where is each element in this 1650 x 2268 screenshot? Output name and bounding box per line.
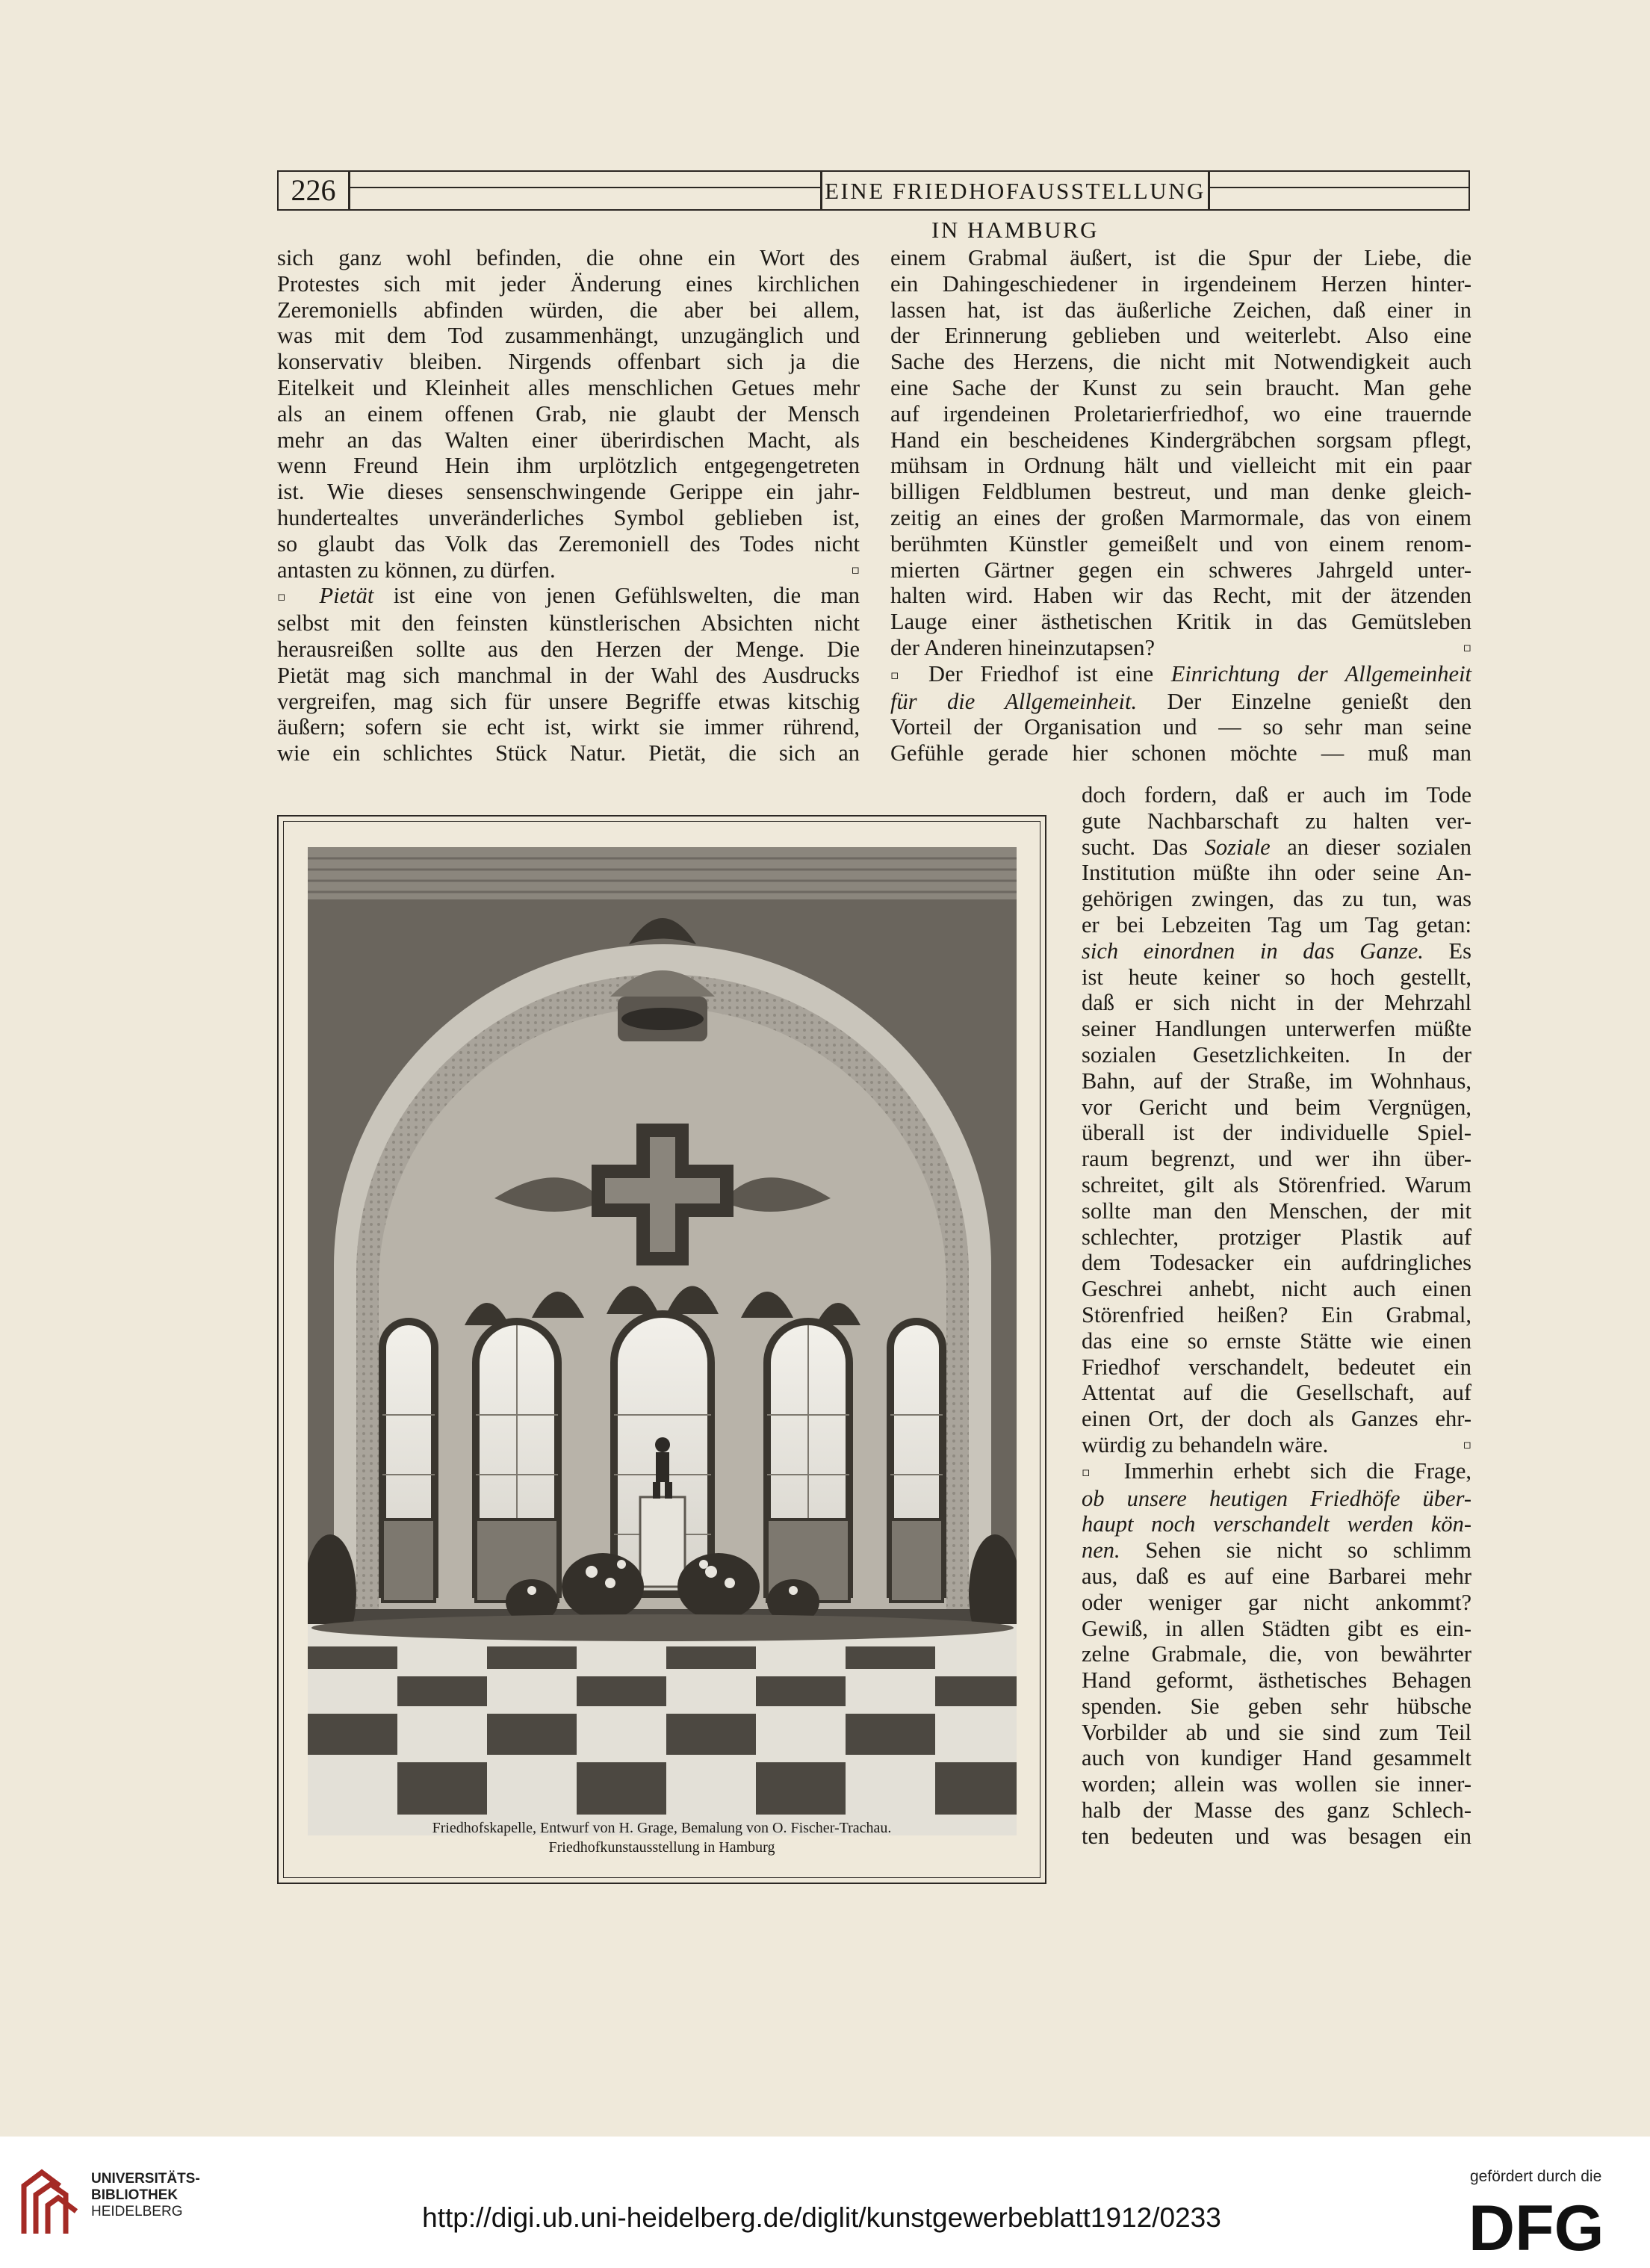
text-line: Attentat auf die Gesellschaft, auf: [1082, 1380, 1471, 1406]
text-line: zelne Grabmale, die, von bewährter: [1082, 1641, 1471, 1667]
text-line: das eine so ernste Stätte wie einen: [1082, 1327, 1471, 1354]
text-line: einem Grabmal äußert, ist die Spur der Liebe, die: [890, 245, 1471, 270]
text-line: mühsam in Ordnung hält und vielleicht mit ein paar: [890, 453, 1471, 479]
chapel-photograph: [308, 847, 1017, 1835]
text-line: [890, 689, 1471, 715]
text-line: Lauge einer ästhetischen Kritik in das Gemütsleben: [890, 609, 1471, 635]
text-line: auch von kundiger Hand gesammelt: [1082, 1745, 1471, 1771]
text-line: herausreißen sollte aus den Herzen der Menge. Die: [277, 636, 860, 662]
left-column: [277, 245, 860, 766]
text-line: Friedhof verschandelt, bedeutet ein: [1082, 1354, 1471, 1380]
text-line: spenden. Sie geben sehr hübsche: [1082, 1693, 1471, 1719]
text-line-part: ist eine von jenen Gefühlswelten, die man: [393, 583, 860, 609]
text-line: wenn Freund Hein ihm urplötzlich entgegengetreten: [277, 453, 860, 479]
library-name: [91, 2171, 285, 2220]
text-line: so glaubt das Volk das Zeremoniell des Todes nicht: [277, 530, 860, 557]
paragraph-mark: ▫: [890, 667, 911, 683]
text-line: [890, 635, 1471, 661]
emphasis: für die Allgemeinheit.: [890, 688, 1138, 714]
text-line: [1082, 1486, 1471, 1512]
emphasis: ob unsere heutigen Friedhöfe über-: [1082, 1485, 1471, 1511]
header-rule-left: [350, 172, 822, 209]
text-line: ist. Wie dieses sensenschwingende Gerippe ein jahr-: [277, 479, 860, 505]
emphasis: nen.: [1082, 1537, 1120, 1564]
text-line-part: an dieser sozialen: [1287, 834, 1471, 860]
text-line: sollte man den Menschen, der mit: [1082, 1197, 1471, 1224]
text-line: ein Dahingeschiedener in irgendeinem Herzen hinter-: [890, 270, 1471, 297]
text-line: oder weniger gar nicht ankommt?: [1082, 1589, 1471, 1615]
text-line: vor Gericht und beim Vergnügen,: [1082, 1094, 1471, 1120]
text-line: einen Ort, der doch als Ganzes ehr-: [1082, 1406, 1471, 1432]
viewer-footer: [0, 2137, 1650, 2268]
text-line: [1082, 1458, 1471, 1486]
university-library-logo-icon: [19, 2168, 82, 2237]
text-line: schlechter, protziger Plastik auf: [1082, 1224, 1471, 1250]
paragraph-mark: ▫: [1082, 1464, 1105, 1480]
text-line: hundertealtes unveränderliches Symbol geblieben ist,: [277, 504, 860, 530]
dfg-logo-icon: [1468, 2198, 1633, 2256]
figure-caption: [291, 1818, 1032, 1857]
emphasis: sich einordnen in das Ganze.: [1082, 938, 1424, 964]
text-line: Gewiß, in allen Städten gibt es ein-: [1082, 1615, 1471, 1641]
paragraph-mark: ▫: [1463, 1437, 1471, 1452]
text-line: halten wird. Haben wir das Recht, mit der ätzenden: [890, 583, 1471, 609]
text-line-part: Der Friedhof ist eine: [928, 660, 1154, 687]
text-line: [1082, 938, 1471, 964]
text-line-end: würdig zu behandeln wäre.: [1082, 1431, 1329, 1457]
text-line: daß er sich nicht in der Mehrzahl: [1082, 990, 1471, 1016]
text-line: berühmten Künstler gemeißelt und von einem renom-: [890, 530, 1471, 557]
text-line: gehörigen zwingen, das zu tun, was: [1082, 886, 1471, 912]
text-line: billigen Feldblumen bestreut, und man denke gleich-: [890, 479, 1471, 505]
text-line: Störenfried heißen? Ein Grabmal,: [1082, 1301, 1471, 1327]
text-line-part: sucht. Das: [1082, 834, 1188, 860]
text-line-part: Immerhin erhebt sich die Frage,: [1123, 1457, 1471, 1484]
right-column: [890, 245, 1471, 766]
emphasis: Soziale: [1204, 834, 1271, 860]
text-line: selbst mit den feinsten künstlerischen Absichten nicht: [277, 610, 860, 636]
text-line: Vorbilder ab und sie sind zum Teil: [1082, 1719, 1471, 1745]
text-line: schreitet, gilt als Störenfried. Warum: [1082, 1171, 1471, 1197]
caption-line: Friedhofskapelle, Entwurf von H. Grage, Bemalung von O. Fischer-Trachau.: [432, 1820, 892, 1836]
text-line: was mit dem Tod zusammenhängt, unzugänglich und: [277, 323, 860, 349]
text-line: dem Todesacker ein aufdringliches: [1082, 1250, 1471, 1276]
page-number: 226: [279, 172, 350, 209]
caption-line: Friedhofkunstausstellung in Hamburg: [548, 1839, 775, 1856]
text-line: [890, 661, 1471, 689]
text-line: Pietät mag sich manchmal in der Wahl des Ausdrucks: [277, 662, 860, 688]
text-line: Eitelkeit und Kleinheit alles menschlichen Getues mehr: [277, 374, 860, 400]
text-line: sich ganz wohl befinden, die ohne ein Wort des: [277, 245, 860, 270]
text-line: Protestes sich mit jeder Änderung eines kirchlichen: [277, 270, 860, 297]
text-line-part: Es: [1448, 938, 1471, 964]
running-header: [277, 170, 1470, 243]
text-line: aus, daß es auf eine Barbarei mehr: [1082, 1563, 1471, 1589]
text-line: [1082, 1537, 1471, 1564]
text-line: Bahn, auf der Straße, im Wohnhaus,: [1082, 1068, 1471, 1094]
emphasis: haupt noch verschandelt werden kön-: [1082, 1511, 1471, 1537]
text-line: wie ein schlichtes Stück Natur. Pietät, die sich an: [277, 740, 860, 766]
paragraph-mark: ▫: [277, 589, 300, 605]
right-narrow-column: [1082, 782, 1471, 1850]
paragraph-mark: ▫: [1463, 639, 1471, 655]
text-line-part: Sehen sie nicht so schlimm: [1145, 1537, 1471, 1564]
text-line: äußern; sofern sie echt ist, wirkt sie immer rührend,: [277, 714, 860, 740]
text-line: halb der Masse des ganz Schlech-: [1082, 1797, 1471, 1824]
text-line: [1082, 1432, 1471, 1458]
text-line: lassen hat, ist das äußerliche Zeichen, daß einer in: [890, 297, 1471, 323]
text-line: konservativ bleiben. Nirgends offenbart sich ja die: [277, 349, 860, 375]
text-line: Gefühle gerade hier schonen möchte — muß man: [890, 740, 1471, 766]
text-line: Vorteil der Organisation und — so sehr man seine: [890, 714, 1471, 740]
text-line: er bei Lebzeiten Tag um Tag getan:: [1082, 911, 1471, 938]
text-line: Sache des Herzens, die nicht mit Notwendigkeit auch: [890, 349, 1471, 375]
text-line: sozialen Gesetzlichkeiten. In der: [1082, 1041, 1471, 1068]
text-line: vergreifen, mag sich für unsere Begriffe etwas kitschig: [277, 688, 860, 714]
emphasis: Pietät: [319, 583, 374, 609]
paragraph-mark: ▫: [851, 562, 860, 577]
text-line: Institution müßte ihn oder seine An-: [1082, 860, 1471, 886]
text-line: Hand ein bescheidenes Kindergräbchen sorgsam pflegt,: [890, 427, 1471, 453]
text-line: worden; allein was wollen sie inner-: [1082, 1771, 1471, 1797]
library-line: BIBLIOTHEK: [91, 2187, 179, 2203]
text-line: als an einem offenen Grab, nie glaubt der Mensch: [277, 400, 860, 427]
text-line-part: Der Einzelne genießt den: [1167, 688, 1471, 714]
text-line-end: der Anderen hineinzutapsen?: [890, 634, 1155, 660]
text-line: Zeremoniells abfinden würden, die aber bei allem,: [277, 297, 860, 323]
text-line: doch fordern, daß er auch im Tode: [1082, 782, 1471, 808]
text-line: raum begrenzt, und wer ihn über-: [1082, 1146, 1471, 1172]
text-line: Hand geformt, ästhetisches Behagen: [1082, 1667, 1471, 1694]
text-line: mehr an das Walten einer überirdischen Macht, als: [277, 427, 860, 453]
text-line: auf irgendeinen Proletarierfriedhof, wo eine trauernde: [890, 400, 1471, 427]
text-line: [1082, 834, 1471, 861]
text-line: zeitig an eines der großen Marmormale, das von einem: [890, 504, 1471, 530]
header-rule-right: [1208, 172, 1470, 209]
funding-text: gefördert durch die: [1470, 2168, 1602, 2185]
emphasis: Einrichtung der Allgemeinheit: [1170, 660, 1472, 687]
text-line: gute Nachbarschaft zu halten ver-: [1082, 808, 1471, 834]
text-line: ten bedeuten und was besagen ein: [1082, 1823, 1471, 1849]
library-line: HEIDELBERG: [91, 2204, 183, 2219]
text-line: Geschrei anhebt, nicht auch einen: [1082, 1276, 1471, 1302]
dfg-logo-text: DFG: [1468, 2198, 1604, 2256]
text-line: [277, 583, 860, 610]
text-line: seiner Handlungen unterwerfen müßte: [1082, 1016, 1471, 1042]
source-url-link[interactable]: http://digi.ub.uni-heidelberg.de/diglit/kunstgewerbeblatt1912/0233: [422, 2202, 1221, 2233]
text-line: überall ist der individuelle Spiel-: [1082, 1120, 1471, 1146]
text-line: ist heute keiner so hoch gestellt,: [1082, 964, 1471, 990]
library-line: UNIVERSITÄTS-: [91, 2171, 200, 2187]
text-line-end: antasten zu können, zu dürfen.: [277, 557, 556, 583]
running-title: EINE FRIEDHOFAUSSTELLUNG IN HAMBURG: [825, 178, 1206, 243]
text-line: [277, 557, 860, 583]
text-line: [1082, 1511, 1471, 1537]
text-line: eine Sache der Kunst zu sein braucht. Man gehe: [890, 374, 1471, 400]
text-line: der Erinnerung geblieben und weiterlebt. Also eine: [890, 323, 1471, 349]
text-line: mierten Gärtner gegen ein schweres Jahrgeld unter-: [890, 557, 1471, 583]
